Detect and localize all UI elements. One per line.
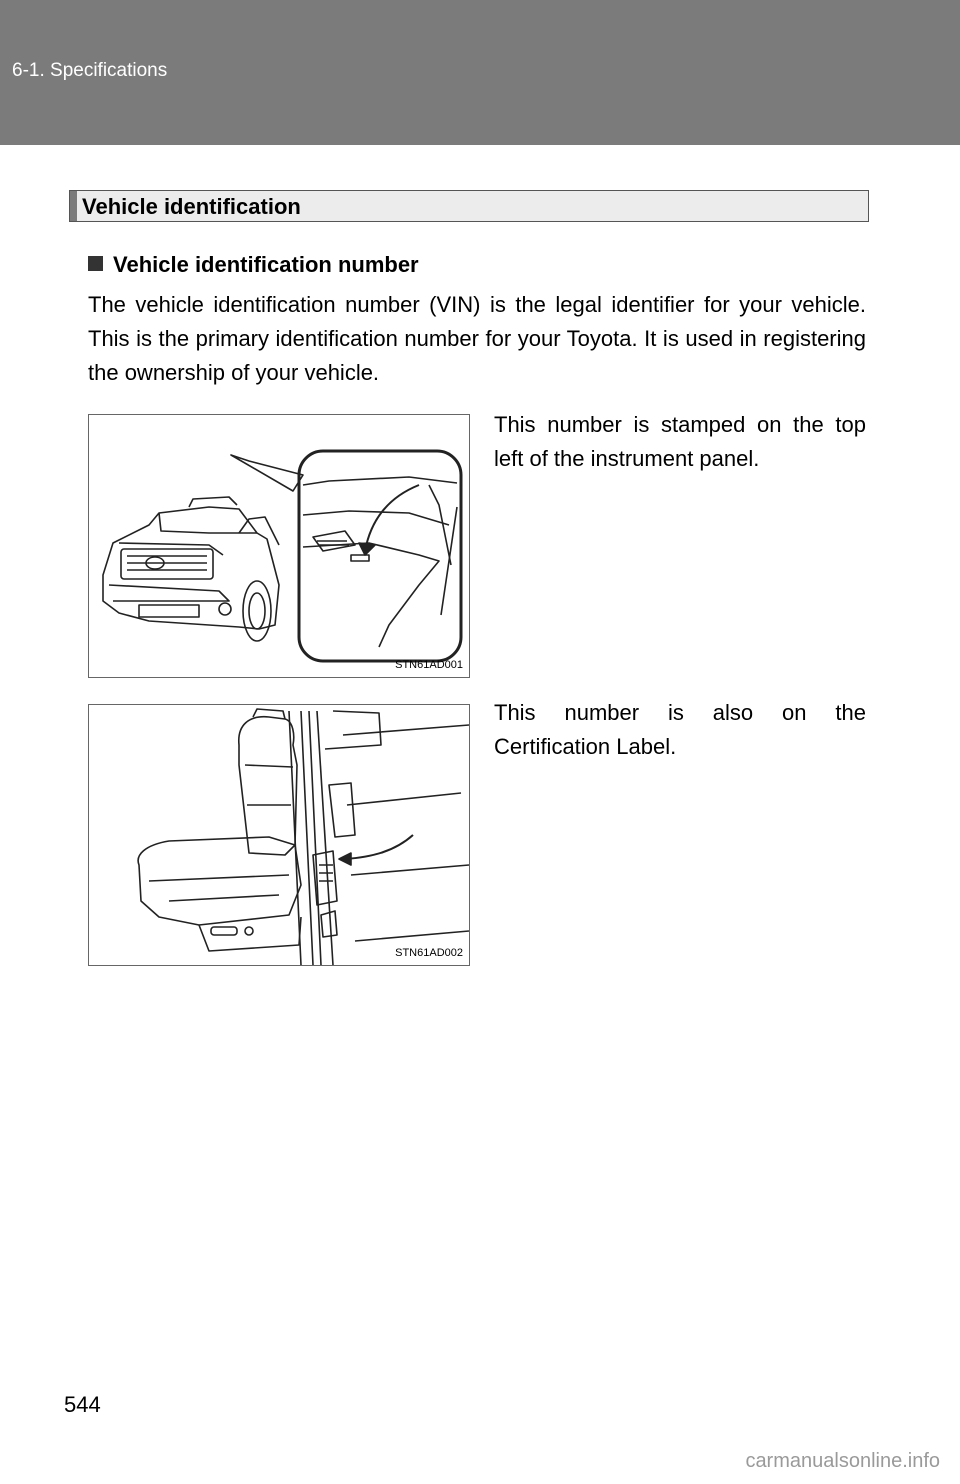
suv-dashboard-illustration-icon [89, 415, 469, 677]
subsection-title: Vehicle identification number [113, 252, 419, 277]
figure-door-pillar [88, 704, 470, 966]
subsection-heading [88, 252, 419, 278]
figure-dashboard [88, 414, 470, 678]
chapter-title: 6-1. Specifications [12, 60, 168, 81]
figure-code: STN61AD001 [395, 659, 463, 671]
figure-2-caption: This number is also on the Certification Label. [494, 700, 866, 759]
section-title: Vehicle identification [82, 194, 301, 219]
page-header [0, 0, 960, 145]
vin-paragraph: The vehicle identification number (VIN) is the legal identifier for your vehicle. This is the primary identification number for your Toyota. It is used in registering the ownership of your vehicle. [88, 292, 866, 385]
door-pillar-label-illustration-icon [89, 705, 469, 965]
page-number: 544 [64, 1392, 101, 1417]
section-heading-bar [69, 190, 869, 222]
square-bullet-icon [88, 256, 103, 271]
figure-1-caption: This number is stamped on the top left of the instrument panel. [494, 412, 866, 471]
section-marker [70, 191, 77, 221]
watermark: carmanualsonline.info [745, 1450, 940, 1472]
figure-code: STN61AD002 [395, 947, 463, 959]
